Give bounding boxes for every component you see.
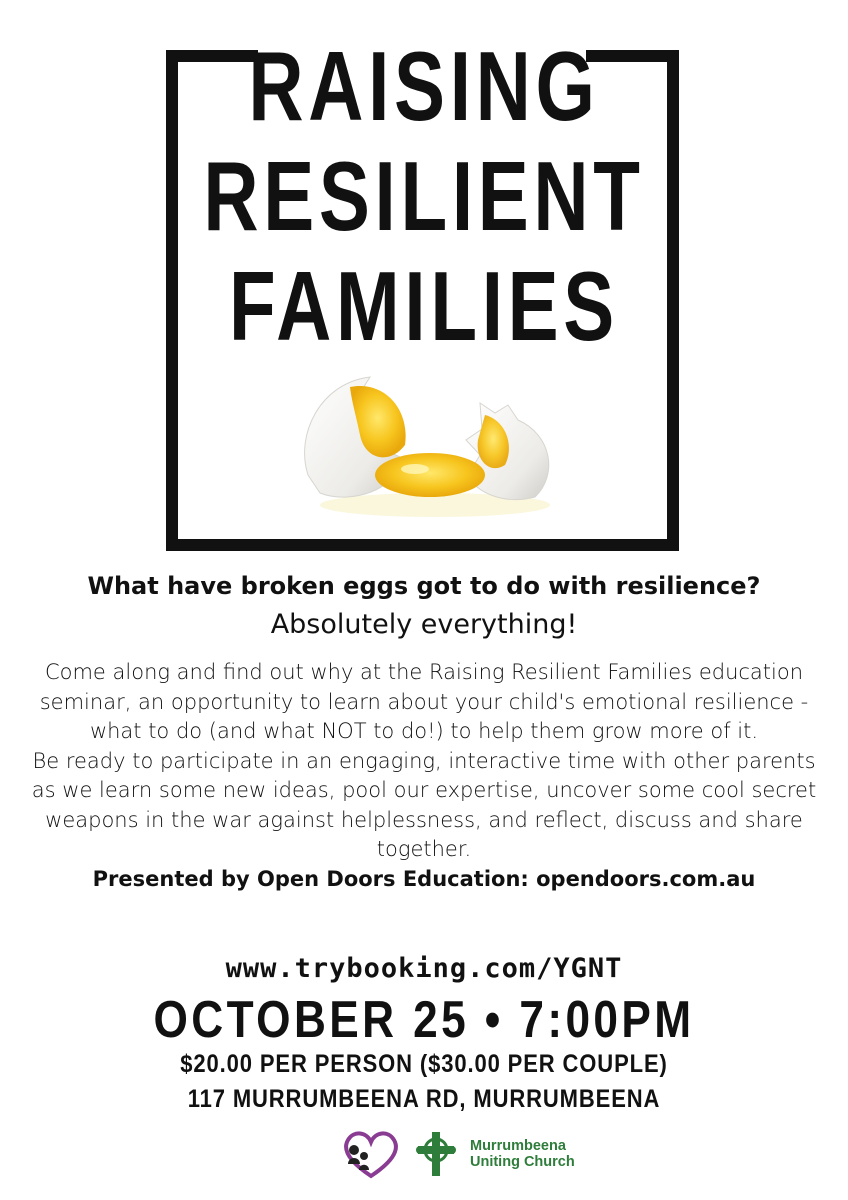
tagline-question: What have broken eggs got to do with resilience? <box>87 572 761 600</box>
church-name-line-1: Murrumbeena <box>470 1138 566 1154</box>
footer-logos <box>340 1128 575 1180</box>
title-line-resilient: RESILIENT <box>203 141 645 251</box>
heart-family-icon <box>340 1128 402 1180</box>
description-paragraph-1: Come along and find out why at the Raising Resilient Families education seminar, an opportunity to learn about your child's emotional resilience - what to do (and what NOT to do!) to help them grow more of it. <box>39 660 809 743</box>
cracked-egg-icon <box>290 365 560 525</box>
event-address: 117 MURRUMBEENA RD, MURRUMBEENA <box>187 1085 661 1113</box>
title-line-raising: RAISING <box>248 31 600 141</box>
booking-url[interactable]: www.trybooking.com/YGNT <box>225 953 623 984</box>
church-name-line-2: Uniting Church <box>470 1154 575 1170</box>
frame-bottom <box>166 539 679 551</box>
description-paragraph-2: Be ready to participate in an engaging, interactive time with other parents as we learn some new ideas, pool our expertise, uncover some cool secret weapons in the war against helplessness, and reflect, discuss and share together. <box>31 748 817 861</box>
event-price: $20.00 PER PERSON ($30.00 PER COUPLE) <box>180 1050 668 1078</box>
description <box>30 658 818 894</box>
church-name <box>470 1138 575 1170</box>
event-datetime: OCTOBER 25 • 7:00PM <box>153 991 695 1049</box>
title-line-families: FAMILIES <box>229 251 619 361</box>
presented-by: Presented by Open Doors Education: opendoors.com.au <box>92 866 756 891</box>
celtic-cross-icon <box>414 1130 458 1178</box>
tagline-answer: Absolutely everything! <box>270 609 578 640</box>
